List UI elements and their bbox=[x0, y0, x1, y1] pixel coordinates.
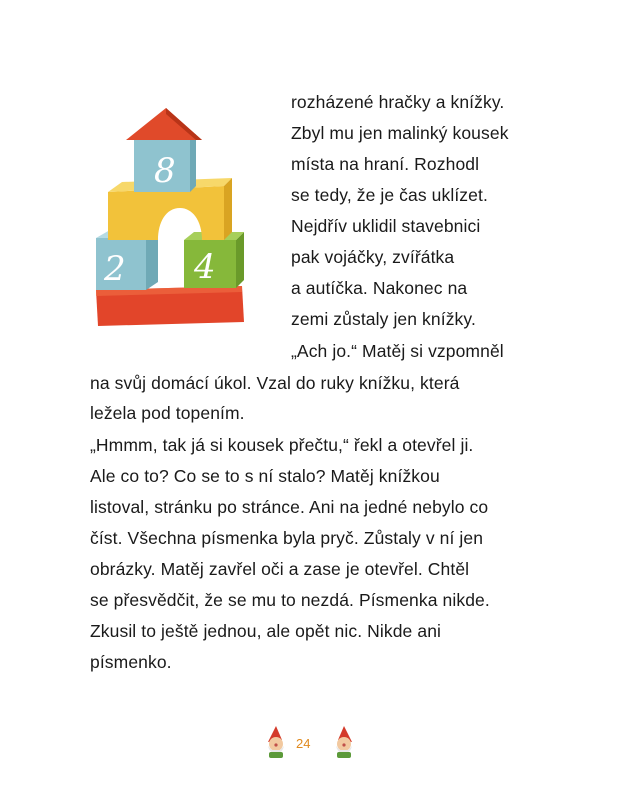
body-line-16: obrázky. Matěj zavřel oči a zase je otevřel. Chtěl bbox=[90, 559, 470, 579]
body-line-8: zemi zůstaly jen knížky. bbox=[291, 309, 476, 329]
toy-building-blocks-icon bbox=[92, 100, 252, 330]
body-line-10: na svůj domácí úkol. Vzal do ruky knížku, která bbox=[90, 373, 460, 393]
gnome-mascot-icon bbox=[326, 724, 358, 760]
body-line-15: číst. Všechna písmenka byla pryč. Zůstaly v ní jen bbox=[90, 528, 484, 548]
body-line-17: se přesvědčit, že se mu to nezdá. Písmenka nikde. bbox=[90, 590, 490, 610]
body-line-11: ležela pod topením. bbox=[90, 403, 245, 423]
body-line-12: „Hmmm, tak já si kousek přečtu,“ řekl a otevřel ji. bbox=[90, 435, 474, 455]
body-line-13: Ale co to? Co se to s ní stalo? Matěj knížkou bbox=[90, 466, 440, 486]
body-line-4: se tedy, že je čas uklízet. bbox=[291, 185, 488, 205]
block-label-2: 2 bbox=[104, 249, 126, 289]
page-footer bbox=[0, 724, 618, 764]
block-label-8: 8 bbox=[154, 151, 176, 191]
block-label-4: 4 bbox=[194, 247, 216, 287]
body-line-6: pak vojáčky, zvířátka bbox=[291, 247, 455, 267]
body-line-9: „Ach jo.“ Matěj si vzpomněl bbox=[291, 341, 504, 361]
gnome-mascot-icon bbox=[262, 724, 294, 760]
body-line-3: místa na hraní. Rozhodl bbox=[291, 154, 480, 174]
page-number: 24 bbox=[296, 736, 311, 751]
body-line-1: rozházené hračky a knížky. bbox=[291, 92, 505, 112]
arch-block bbox=[108, 186, 224, 240]
body-line-19: písmenko. bbox=[90, 652, 172, 672]
body-line-7: a autíčka. Nakonec na bbox=[291, 278, 468, 298]
body-line-5: Nejdřív uklidil stavebnici bbox=[291, 216, 481, 236]
body-line-14: listoval, stránku po stránce. Ani na jedné nebylo co bbox=[90, 497, 489, 517]
body-line-18: Zkusil to ještě jednou, ale opět nic. Nikde ani bbox=[90, 621, 442, 641]
body-line-2: Zbyl mu jen malinký kousek bbox=[291, 123, 509, 143]
